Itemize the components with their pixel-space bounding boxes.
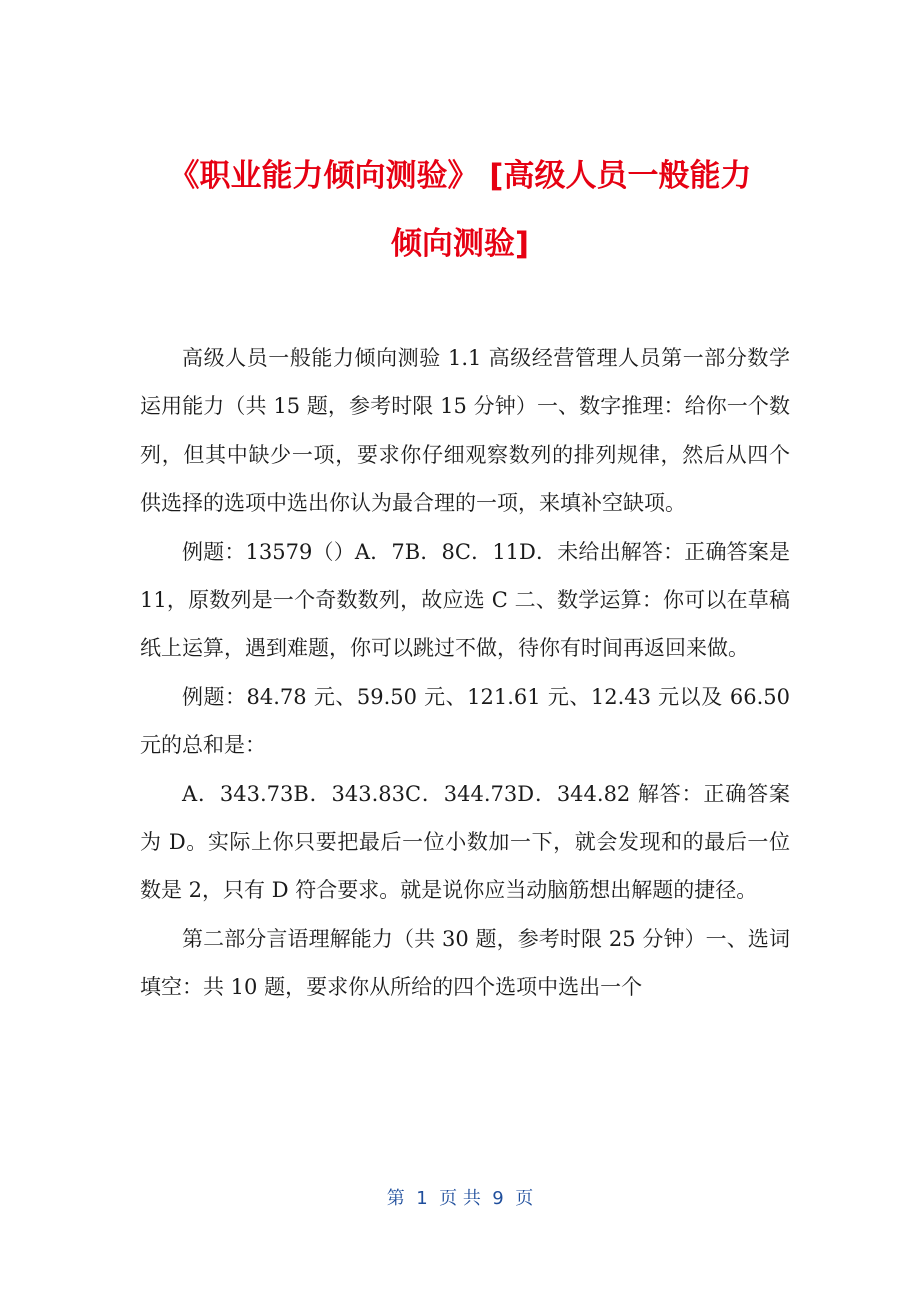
paragraph-3: 例题：84.78 元、59.50 元、121.61 元、12.43 元以及 66.50 元的总和是： [140,684,790,758]
paragraph-5: 第二部分言语理解能力（共 30 题，参考时限 25 分钟）一、选词填空：共 10 题，要求你从所给的四个选项中选出一个 [140,926,790,1000]
document-title-line-2: 倾向测验] [390,226,530,262]
document-title-line-1: 《职业能力倾向测验》 [高级人员一般能力 [168,158,752,194]
paragraph-1: 高级人员一般能力倾向测验 1.1 高级经营管理人员第一部分数学运用能力（共 15 题，参考时限 15 分钟）一、数字推理：给你一个数列，但其中缺少一项，要求你仔细观察数列的排列规律，然后从四个供选择的选项中选出你认为最合理的一项，来填补空缺项。 [140,346,790,516]
paragraph-2: 例题：13579（）A．7B．8C．11D．未给出解答：正确答案是 11，原数列是一个奇数数列，故应选 C 二、数学运算：你可以在草稿纸上运算，遇到难题，你可以跳过不做，待你有时间再返回来做。 [140,539,790,661]
page-number-footer: 第 1 页 共 9 页 [386,1188,534,1209]
paragraph-4: A．343.73B．343.83C．344.73D．344.82 解答：正确答案为 D。实际上你只要把最后一位小数加一下，就会发现和的最后一位数是 2，只有 D 符合要求。就是说你应当动脑筋想出解题的捷径。 [140,781,790,903]
document-body [140,334,790,1012]
